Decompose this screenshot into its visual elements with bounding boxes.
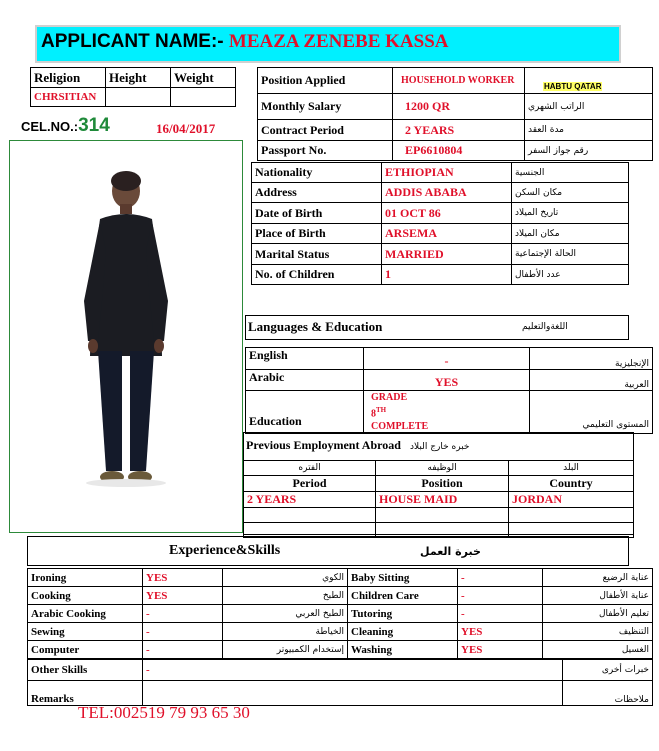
weight-value	[171, 88, 236, 107]
address-ar: مكان السكن	[512, 183, 629, 203]
pob-value: ARSEMA	[382, 224, 512, 244]
skill-value: -	[143, 623, 223, 641]
contract-period-value: 2 YEARS	[393, 120, 525, 141]
passport-no-ar: رقم جواز السفر	[525, 141, 653, 161]
education-value-1: GRADE	[371, 392, 408, 403]
languages-title-ar: اللغةوالتعليم	[522, 322, 568, 332]
cel-no	[21, 115, 110, 137]
pob-ar: مكان الميلاد	[512, 224, 629, 244]
position-applied-value: HOUSEHOLD WORKER	[393, 68, 525, 94]
dob-label: Date of Birth	[252, 203, 382, 224]
height-value	[106, 88, 171, 107]
header-banner	[35, 25, 621, 63]
skills-row	[28, 623, 653, 641]
english-ar: الإنجليزية	[530, 348, 653, 370]
skill-value: -	[143, 605, 223, 623]
skill-ar: تعليم الأطفال	[543, 605, 653, 623]
employment-title: Previous Employment Abroad	[246, 438, 401, 452]
contract-period-ar: مدة العقد	[525, 120, 653, 141]
children-label: No. of Children	[252, 265, 382, 285]
skill-ar: التنظيف	[543, 623, 653, 641]
arabic-ar: العربية	[530, 370, 653, 391]
marital-status-label: Marital Status	[252, 244, 382, 265]
skill-value: YES	[458, 641, 543, 659]
skill-label: Cleaning	[348, 623, 458, 641]
cel-date: 16/04/2017	[156, 121, 216, 136]
languages-title: Languages & Education	[248, 319, 383, 334]
children-ar: عدد الأطفال	[512, 265, 629, 285]
position-value: HOUSE MAID	[376, 492, 509, 508]
skills-table	[27, 568, 653, 659]
other-table	[27, 659, 653, 706]
remarks-value	[143, 681, 563, 706]
skill-label: Children Care	[348, 587, 458, 605]
skills-row	[28, 587, 653, 605]
skill-ar: الطبخ العربي	[223, 605, 348, 623]
monthly-salary-ar: الراتب الشهري	[525, 94, 653, 120]
skill-label: Baby Sitting	[348, 569, 458, 587]
habtu-qatar-label: HABTU QATAR	[544, 82, 602, 91]
education-value-3: COMPLETE	[371, 421, 429, 433]
person-figure	[10, 141, 242, 532]
weight-header: Weight	[171, 68, 236, 88]
religion-header: Religion	[31, 68, 106, 88]
skill-value: -	[143, 641, 223, 659]
skill-value: YES	[458, 623, 543, 641]
english-label: English	[246, 348, 364, 370]
children-value: 1	[382, 265, 512, 285]
skill-label: Computer	[28, 641, 143, 659]
languages-table	[245, 347, 653, 434]
address-label: Address	[252, 183, 382, 203]
skill-ar: الكوي	[223, 569, 348, 587]
skill-label: Arabic Cooking	[28, 605, 143, 623]
other-skills-value: -	[143, 660, 563, 681]
skill-ar: الطبخ	[223, 587, 348, 605]
cel-no-number: 314	[78, 115, 110, 136]
passport-no-label: Passport No.	[258, 141, 393, 161]
skill-label: Washing	[348, 641, 458, 659]
position-header: Position	[376, 476, 509, 492]
skills-title-ar: خبرة العمل	[420, 545, 481, 558]
arabic-label: Arabic	[246, 370, 364, 391]
applicant-name-label: APPLICANT NAME:-	[41, 31, 224, 52]
english-value: -	[364, 348, 530, 370]
dob-ar: تاريخ الميلاد	[512, 203, 629, 224]
nationality-value: ETHIOPIAN	[382, 163, 512, 183]
remarks-ar: ملاحظات	[563, 681, 653, 706]
skill-value: -	[458, 569, 543, 587]
monthly-salary-value: 1200 QR	[393, 94, 525, 120]
position-applied-label: Position Applied	[258, 68, 393, 94]
monthly-salary-label: Monthly Salary	[258, 94, 393, 120]
skills-row	[28, 569, 653, 587]
habtu-qatar-cell	[525, 68, 653, 94]
skill-ar: عناية الأطفال	[543, 587, 653, 605]
education-value	[364, 391, 530, 434]
personal-table	[251, 162, 629, 285]
country-header-ar: البلد	[509, 461, 634, 476]
skill-value: -	[458, 605, 543, 623]
languages-title-box	[245, 315, 629, 340]
remarks-label: Remarks	[28, 681, 143, 706]
period-value: 2 YEARS	[244, 492, 376, 508]
skill-ar: الخياطة	[223, 623, 348, 641]
marital-status-ar: الحالة الإجتماعية	[512, 244, 629, 265]
nationality-label: Nationality	[252, 163, 382, 183]
employment-table	[243, 460, 634, 538]
skill-label: Sewing	[28, 623, 143, 641]
period-header: Period	[244, 476, 376, 492]
skills-row	[28, 605, 653, 623]
employment-title-ar: خبره خارج البلاد	[410, 442, 470, 452]
pob-label: Place of Birth	[252, 224, 382, 244]
contract-period-label: Contract Period	[258, 120, 393, 141]
skill-value: -	[458, 587, 543, 605]
employment-section	[243, 432, 634, 535]
skill-ar: إستخدام الكمبيوتر	[223, 641, 348, 659]
position-table	[257, 67, 653, 161]
cel-no-label: CEL.NO.:	[21, 119, 79, 134]
period-header-ar: الفتره	[244, 461, 376, 476]
skill-value: YES	[143, 587, 223, 605]
skill-label: Cooking	[28, 587, 143, 605]
skill-ar: عناية الرضيع	[543, 569, 653, 587]
skills-title: Experience&Skills	[169, 543, 281, 558]
religion-table	[30, 67, 236, 107]
skill-value: YES	[143, 569, 223, 587]
dob-value: 01 OCT 86	[382, 203, 512, 224]
applicant-photo	[9, 140, 243, 533]
address-value: ADDIS ABABA	[382, 183, 512, 203]
height-header: Height	[106, 68, 171, 88]
footer-tel: TEL:002519 79 93 65 30	[78, 703, 250, 722]
education-value-2: 8	[371, 408, 376, 420]
education-label: Education	[246, 391, 364, 434]
position-header-ar: الوظيفه	[376, 461, 509, 476]
applicant-name: MEAZA ZENEBE KASSA	[228, 31, 449, 52]
country-header: Country	[509, 476, 634, 492]
other-skills-ar: خبرات أخرى	[563, 660, 653, 681]
skill-label: Tutoring	[348, 605, 458, 623]
marital-status-value: MARRIED	[382, 244, 512, 265]
arabic-value: YES	[364, 370, 530, 391]
skill-ar: الغسيل	[543, 641, 653, 659]
religion-value: CHRSITIAN	[31, 88, 106, 107]
skills-title-box	[27, 536, 629, 566]
education-ar: المستوى التعليمي	[530, 391, 653, 434]
skill-label: Ironing	[28, 569, 143, 587]
other-skills-label: Other Skills	[28, 660, 143, 681]
skills-row	[28, 641, 653, 659]
nationality-ar: الجنسية	[512, 163, 629, 183]
education-value-sup: TH	[376, 406, 387, 414]
passport-no-value: EP6610804	[393, 141, 525, 161]
country-value: JORDAN	[509, 492, 634, 508]
